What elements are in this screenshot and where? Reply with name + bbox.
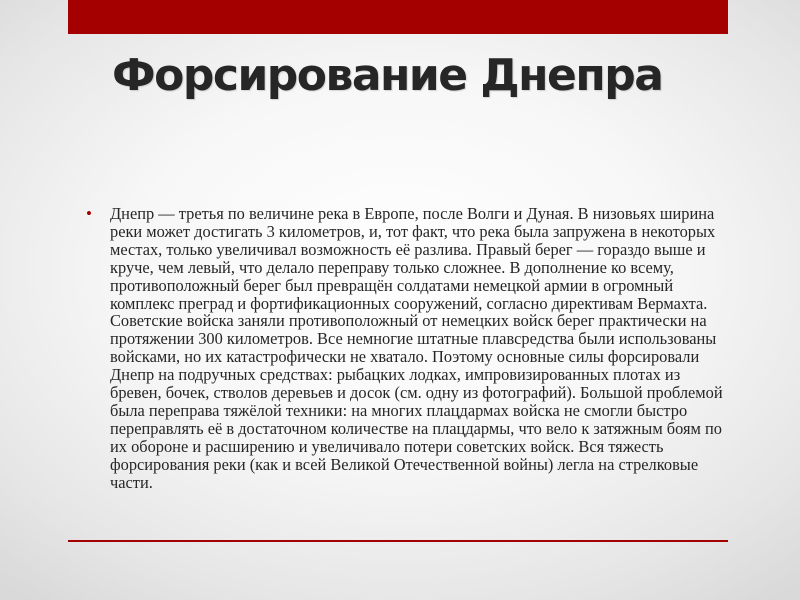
bottom-accent-line	[68, 540, 728, 542]
bullet-text: Днепр — третья по величине река в Европе, после Волги и Дуная. В низовьях ширина реки может достигать 3 километров, и, тот факт, что река была запружена в некоторых местах, только увеличивал возможность её разлива. Правый берег — гораздо выше и круче, чем левый, что делало переправу только сложнее. В дополнение ко всему, противоположный берег был превращён солдатами немецкой армии в огромный комплекс преград и фортификационных сооружений, согласно директивам Вермахта. Советские войска заняли противоположный от немецких войск берег практически на протяжении 300 километров. Все немногие штатные плавсредства были использованы войсками, но их катастрофически не хватало. Поэтому основные силы форсировали Днепр на подручных средствах: рыбацких лодках, импровизированных плотах из бревен, бочек, стволов деревьев и досок (см. одну из фотографий). Большой проблемой была переправа тяжёлой техники: на многих плацдармах войска не смогли быстро переправлять её в достаточном количестве на плацдармы, что вело к затяжным боям по их обороне и расширению и увеличивало потери советских войск. Вся тяжесть форсирования реки (как и всей Великой Отечественной войны) легла на стрелковые части.	[110, 204, 723, 492]
bullet-item	[86, 205, 731, 492]
slide-content	[86, 205, 731, 492]
bullet-icon: •	[86, 204, 92, 223]
slide-title: Форсирование Днепра	[112, 50, 663, 101]
top-accent-bar	[68, 0, 728, 34]
